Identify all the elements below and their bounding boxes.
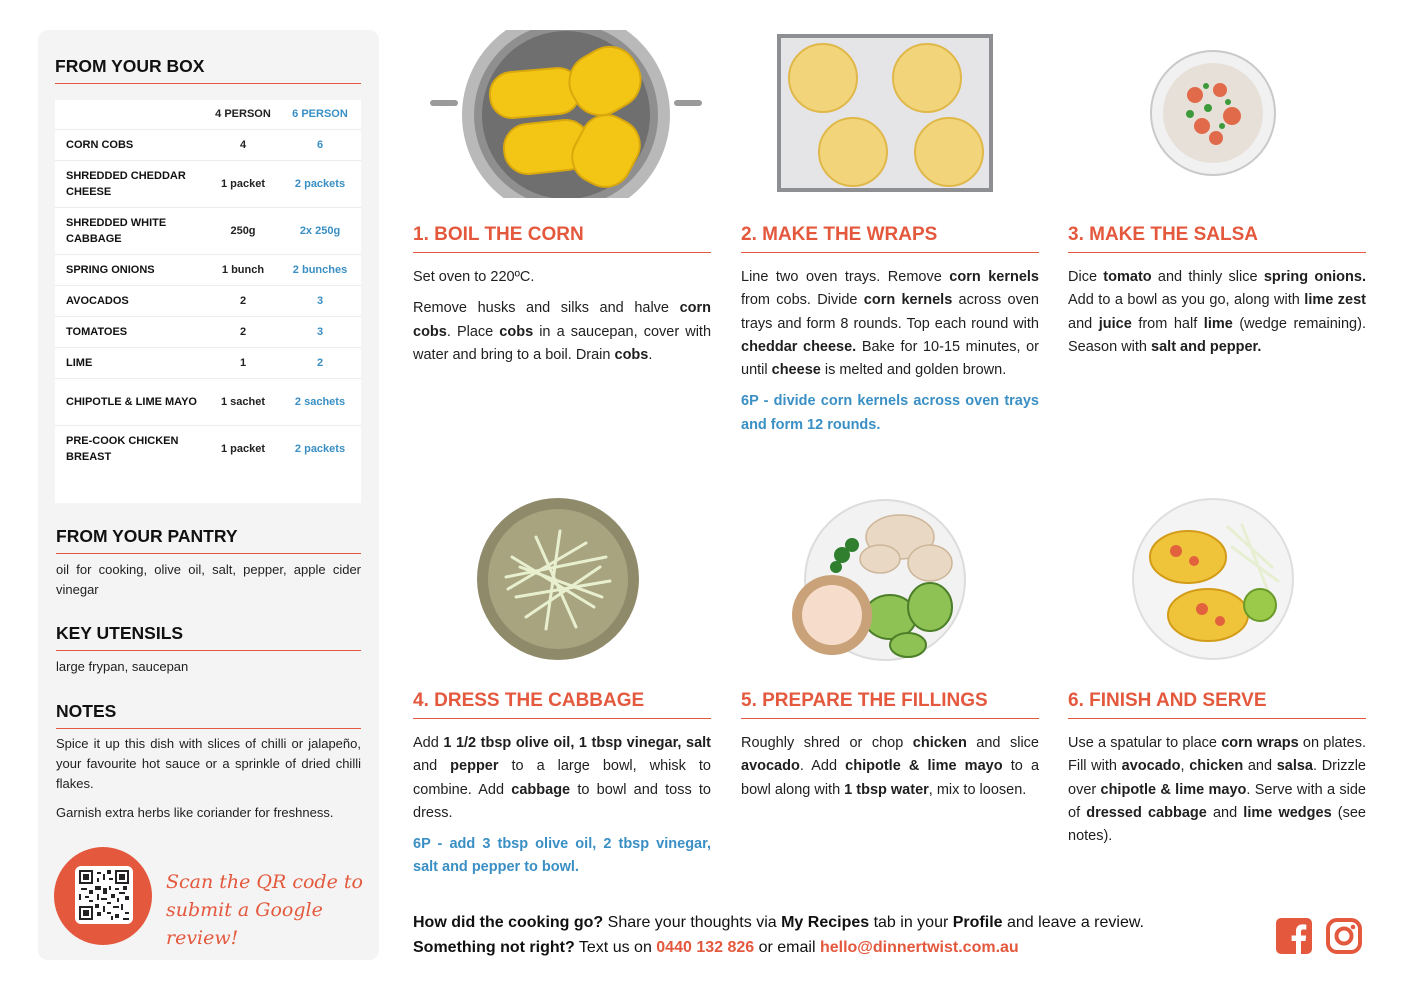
ingredient-name: LIME (55, 347, 207, 378)
qr-code-icon[interactable] (75, 866, 133, 924)
ingredient-4p: 1 packet (207, 160, 279, 207)
ingredient-name: SHREDDED WHITE CABBAGE (55, 207, 207, 254)
step-5-p1: Roughly shred or chop chicken and slice avocado. Add chipotle & lime mayo to a bowl along with 1 tbsp water, mix to loosen. (741, 735, 1040, 798)
salsa-bowl-image (1150, 50, 1276, 176)
ingredient-6p: 6 (279, 129, 361, 160)
table-row (55, 316, 361, 347)
corn-wraps-tray-image (777, 34, 993, 192)
step-4-p1: Add 1 1/2 tbsp olive oil, 1 tbsp vinegar, salt and pepper to a large bowl, whisk to combine. Add cabbage to bowl and toss to dress. (413, 735, 711, 821)
ingredient-name: TOMATOES (55, 316, 207, 347)
email-link[interactable]: hello@dinnertwist.com.au (819, 939, 1019, 956)
cabbage-bowl-image (476, 497, 640, 661)
table-row (55, 254, 361, 285)
ingredient-name: PRE-COOK CHICKEN BREAST (55, 425, 207, 472)
table-row (55, 347, 361, 378)
footer-line-2: Something not right? Text us on 0440 132 826 or email hello@dinnertwist.com.au (413, 939, 1019, 956)
table-header-4p: 4 PERSON (215, 108, 271, 121)
notes-title: NOTES (56, 701, 361, 729)
step-6-title: 6. FINISH AND SERVE (1068, 690, 1366, 719)
pantry-title: FROM YOUR PANTRY (56, 526, 361, 554)
footer (413, 910, 1144, 960)
step-5-body (741, 732, 1039, 810)
notes-text-1: Spice it up this dish with slices of chilli or jalapeño, your favourite hot sauce or a sprinkle of dried chilli flakes. (56, 736, 361, 791)
ingredient-4p: 1 bunch (207, 254, 279, 285)
step-4-body (413, 732, 711, 888)
step-3-title: 3. MAKE THE SALSA (1068, 224, 1366, 253)
table-header-6p: 6 PERSON (292, 108, 348, 121)
step-3-p1: Dice tomato and thinly slice spring onions. Add to a bowl as you go, along with lime zest and juice from half lime (wedge remaining). Season with salt and pepper. (1068, 269, 1367, 355)
sidebar (38, 30, 379, 960)
phone-link[interactable]: 0440 132 826 (656, 939, 755, 956)
ingredients-table (55, 100, 361, 503)
notes-text-2: Garnish extra herbs like coriander for freshness. (56, 805, 334, 820)
step-2-6p-note: 6P - divide corn kernels across oven trays and form 12 rounds. (741, 393, 1039, 433)
ingredient-6p: 2 (279, 347, 361, 378)
ingredient-6p: 2 sachets (279, 378, 361, 425)
step-2-p1: Line two oven trays. Remove corn kernels from cobs. Divide corn kernels across oven trays and form 8 rounds. Top each round with cheddar cheese. Bake for 10-15 minutes, or until cheese is melted and golden brown. (741, 269, 1039, 379)
ingredient-name: SHREDDED CHEDDAR CHEESE (55, 160, 207, 207)
step-2-title: 2. MAKE THE WRAPS (741, 224, 1039, 253)
instagram-icon[interactable] (1325, 917, 1363, 955)
table-row (55, 129, 361, 160)
table-row (55, 285, 361, 316)
ingredient-6p: 3 (279, 316, 361, 347)
ingredient-6p: 2 bunches (279, 254, 361, 285)
ingredient-6p: 2 packets (279, 425, 361, 472)
step-4-title: 4. DRESS THE CABBAGE (413, 690, 711, 719)
ingredient-4p: 2 (207, 285, 279, 316)
ingredient-name: SPRING ONIONS (55, 254, 207, 285)
ingredient-4p: 1 (207, 347, 279, 378)
step-5-title: 5. PREPARE THE FILLINGS (741, 690, 1039, 719)
qr-caption: Scan the QR code to submit a Google review! (166, 871, 363, 949)
ingredient-name: CORN COBS (55, 129, 207, 160)
ingredient-4p: 1 sachet (207, 378, 279, 425)
step-4-6p-note: 6P - add 3 tbsp olive oil, 2 tbsp vinegar, salt and pepper to bowl. (413, 836, 711, 876)
step-6-body (1068, 732, 1366, 856)
table-row (55, 207, 361, 254)
step-1-p2: Remove husks and silks and halve corn cobs. Place cobs in a saucepan, cover with water and bring to a boil. Drain cobs. (413, 300, 712, 363)
qr-badge[interactable] (54, 847, 152, 945)
pantry-text: oil for cooking, olive oil, salt, pepper, apple cider vinegar (56, 562, 361, 597)
step-1-body (413, 266, 711, 375)
ingredient-6p: 3 (279, 285, 361, 316)
ingredient-4p: 250g (207, 207, 279, 254)
ingredient-name: AVOCADOS (55, 285, 207, 316)
fillings-plate-image (790, 497, 968, 663)
table-row (55, 160, 361, 207)
ingredient-4p: 4 (207, 129, 279, 160)
ingredient-6p: 2 packets (279, 160, 361, 207)
table-header-name (55, 100, 207, 129)
facebook-icon[interactable] (1275, 917, 1313, 955)
table-row (55, 425, 361, 472)
step-1-title: 1. BOIL THE CORN (413, 224, 711, 253)
step-2-body (741, 266, 1039, 445)
table-row (55, 378, 361, 425)
ingredient-4p: 2 (207, 316, 279, 347)
utensils-title: KEY UTENSILS (56, 623, 361, 651)
finished-wraps-plate-image (1132, 497, 1294, 661)
ingredient-6p: 2x 250g (279, 207, 361, 254)
corn-in-colander-image (430, 30, 702, 198)
box-title: FROM YOUR BOX (55, 56, 361, 84)
ingredient-name: CHIPOTLE & LIME MAYO (55, 378, 207, 425)
ingredient-4p: 1 packet (207, 425, 279, 472)
step-3-body (1068, 266, 1366, 367)
step-1-p1: Set oven to 220ºC. (413, 269, 535, 285)
utensils-text: large frypan, saucepan (56, 659, 189, 674)
step-6-p1: Use a spatular to place corn wraps on plates. Fill with avocado, chicken and salsa. Drizzle over chipotle & lime mayo. Serve with a side of dressed cabbage and lime wedges (see notes). (1068, 735, 1366, 845)
footer-line-1: How did the cooking go? Share your thoughts via My Recipes tab in your Profile and leave a review. (413, 914, 1144, 931)
